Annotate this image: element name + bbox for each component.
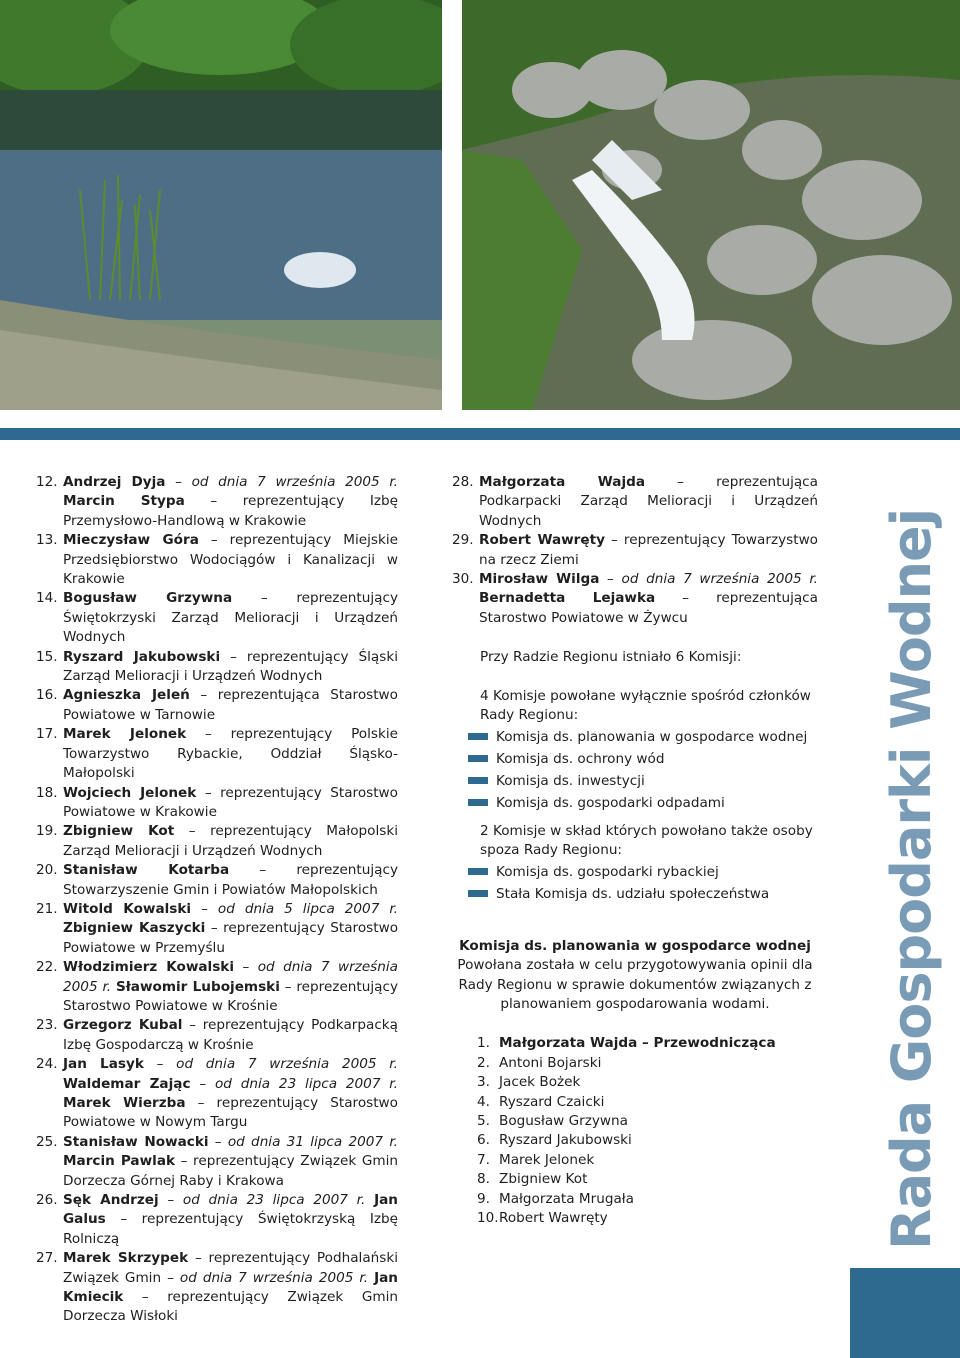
- member-entry: [36, 1055, 398, 1133]
- planning-member: 5. Bogusław Grzywna: [477, 1112, 628, 1129]
- planning-member: 8. Zbigniew Kot: [477, 1171, 588, 1188]
- group1-intro: 4 Komisje powołane wyłącznie spośród członków Rady Regionu:: [480, 687, 811, 724]
- entry-number: 17.: [36, 726, 58, 743]
- entry-text: Bogusław Grzywna – reprezentujący Świętokrzyski Zarząd Melioracji i Urządzeń Wodnych: [63, 590, 398, 646]
- member-entry: [36, 784, 398, 823]
- entry-number: 23.: [36, 1017, 58, 1034]
- member-entry: [36, 686, 398, 725]
- planning-text: Powołana została w celu przygotowywania opinii dla Rady Regionu w sprawie dokumentów związanych z planowaniem gospodarowania wodami.: [457, 957, 813, 1012]
- group2-list: [452, 863, 818, 904]
- entry-number: 15.: [36, 648, 58, 665]
- commission-item: Komisja ds. ochrony wód: [452, 750, 818, 769]
- entry-text: Stanisław Nowacki – od dnia 31 lipca 2007 r. Marcin Pawlak – reprezentujący Związek Gmin Dorzecza Górnej Raby i Krakowa: [63, 1133, 398, 1189]
- member-entry: [36, 958, 398, 1016]
- member-entry: [36, 473, 398, 531]
- member-entry: [36, 589, 398, 647]
- entry-number: 19.: [36, 823, 58, 840]
- planning-member: 2. Antoni Bojarski: [477, 1054, 602, 1071]
- bullet-square-icon: [468, 755, 488, 762]
- planning-member: 1. Małgorzata Wajda – Przewodnicząca: [477, 1035, 776, 1052]
- planning-member: 3. Jacek Bożek: [477, 1074, 581, 1091]
- member-entry: [36, 1249, 398, 1327]
- members-list-continued: [452, 473, 818, 628]
- member-entry: [452, 570, 818, 628]
- entry-text: Andrzej Dyja – od dnia 7 września 2005 r. Marcin Stypa – reprezentujący Izbę Przemysłowo-Handlową w Krakowie: [63, 474, 398, 529]
- entry-text: Stanisław Kotarba – reprezentujący Stowarzyszenie Gmin i Powiatów Małopolskich: [63, 862, 398, 898]
- member-entry: [36, 822, 398, 861]
- entry-text: Jan Lasyk – od dnia 7 września 2005 r. Waldemar Zając – od dnia 23 lipca 2007 r. Marek Wierzba – reprezentujący Starostwo Powiatowe w Nowym Targu: [63, 1056, 398, 1131]
- entry-text: Sęk Andrzej – od dnia 23 lipca 2007 r. Jan Galus – reprezentujący Świętokrzyską Izbę Rolniczą: [63, 1192, 398, 1247]
- entry-text: Grzegorz Kubal – reprezentujący Podkarpacką Izbę Gospodarczą w Krośnie: [63, 1017, 398, 1053]
- entry-text: Agnieszka Jeleń – reprezentująca Starostwo Powiatowe w Tarnowie: [63, 687, 398, 723]
- members-list-left: [36, 473, 398, 1327]
- commission-item: Komisja ds. inwestycji: [452, 772, 818, 791]
- side-title: Rada Gospodarki Wodnej: [880, 508, 943, 1250]
- bullet-square-icon: [468, 733, 488, 740]
- entry-number: 29.: [452, 532, 474, 549]
- member-entry: [36, 725, 398, 783]
- entry-number: 26.: [36, 1192, 58, 1209]
- entry-number: 12.: [36, 474, 58, 490]
- entry-text: Mieczysław Góra – reprezentujący Miejskie Przedsiębiorstwo Wodociągów i Kanalizacji w Krakowie: [63, 532, 399, 588]
- entry-text: Mirosław Wilga – od dnia 7 września 2005 r. Bernadetta Lejawka – reprezentująca Starostwo Powiatowe w Żywcu: [479, 571, 818, 626]
- entry-number: 22.: [36, 959, 58, 976]
- commission-item: Stała Komisja ds. udziału społeczeństwa: [452, 885, 818, 904]
- entry-text: Ryszard Jakubowski – reprezentujący Śląski Zarząd Melioracji i Urządzeń Wodnych: [63, 648, 398, 685]
- entry-text: Zbigniew Kot – reprezentujący Małopolski Zarząd Melioracji i Urządzeń Wodnych: [63, 823, 398, 859]
- bullet-square-icon: [468, 799, 488, 806]
- commission-item: Komisja ds. gospodarki rybackiej: [452, 863, 818, 882]
- member-entry: [36, 900, 398, 958]
- group2-intro: 2 Komisje w skład których powołano także osoby spoza Rady Regionu:: [480, 822, 813, 858]
- entry-text: Robert Wawręty – reprezentujący Towarzystwo na rzecz Ziemi: [479, 532, 819, 568]
- bullet-square-icon: [468, 890, 488, 897]
- entry-text: Witold Kowalski – od dnia 5 lipca 2007 r. Zbigniew Kaszycki – reprezentujący Starostwo Powiatowe w Przemyślu: [63, 900, 399, 956]
- member-entry: [36, 1191, 398, 1249]
- entry-number: 30.: [452, 571, 474, 588]
- commission-item: Komisja ds. planowania w gospodarce wodnej: [452, 728, 818, 747]
- entry-number: 18.: [36, 784, 58, 801]
- member-entry: [36, 648, 398, 687]
- entry-text: Włodzimierz Kowalski – od dnia 7 września 2005 r. Sławomir Lubojemski – reprezentujący Starostwo Powiatowe w Krośnie: [63, 959, 398, 1014]
- planning-member: 10. Robert Wawręty: [477, 1210, 608, 1226]
- mountain-stream-photo: [462, 0, 960, 410]
- entry-text: Marek Jelonek – reprezentujący Polskie Towarzystwo Rybackie, Oddział Śląsko-Małopolski: [63, 726, 398, 782]
- entry-number: 14.: [36, 590, 58, 607]
- planning-members-list: [452, 1034, 818, 1228]
- entry-number: 25.: [36, 1133, 58, 1150]
- bullet-square-icon: [468, 868, 488, 875]
- corner-block: [850, 1268, 960, 1358]
- entry-number: 13.: [36, 532, 58, 549]
- planning-heading: Komisja ds. planowania w gospodarce wodnej: [459, 937, 811, 954]
- entry-text: Małgorzata Wajda – reprezentująca Podkarpacki Zarząd Melioracji i Urządzeń Wodnych: [479, 474, 818, 529]
- entry-number: 21.: [36, 900, 58, 917]
- member-entry: [36, 531, 398, 589]
- entry-number: 20.: [36, 862, 58, 879]
- member-entry: [36, 861, 398, 900]
- bullet-square-icon: [468, 777, 488, 784]
- planning-member: 6. Ryszard Jakubowski: [477, 1132, 632, 1149]
- entry-number: 24.: [36, 1056, 58, 1073]
- lake-photo: [0, 0, 442, 410]
- member-entry: [452, 473, 818, 531]
- planning-member: 4. Ryszard Czaicki: [477, 1093, 605, 1110]
- member-entry: [452, 531, 818, 570]
- entry-text: Wojciech Jelonek – reprezentujący Starostwo Powiatowe w Krakowie: [63, 784, 398, 820]
- entry-number: 28.: [452, 474, 474, 490]
- member-entry: [36, 1133, 398, 1191]
- accent-band: [0, 428, 960, 440]
- planning-member: 9. Małgorzata Mrugała: [477, 1190, 634, 1207]
- member-entry: [36, 1016, 398, 1055]
- entry-number: 27.: [36, 1250, 58, 1267]
- planning-member: 7. Marek Jelonek: [477, 1151, 595, 1168]
- entry-text: Marek Skrzypek – reprezentujący Podhalański Związek Gmin – od dnia 7 września 2005 r. Jan Kmiecik – reprezentujący Związek Gmin Dorzecza Wisłoki: [63, 1250, 398, 1325]
- members-list-right: [452, 473, 818, 1228]
- commission-item: Komisja ds. gospodarki odpadami: [452, 794, 818, 813]
- commissions-intro: Przy Radzie Regionu istniało 6 Komisji:: [480, 649, 742, 666]
- group1-list: [452, 728, 818, 813]
- entry-number: 16.: [36, 687, 58, 704]
